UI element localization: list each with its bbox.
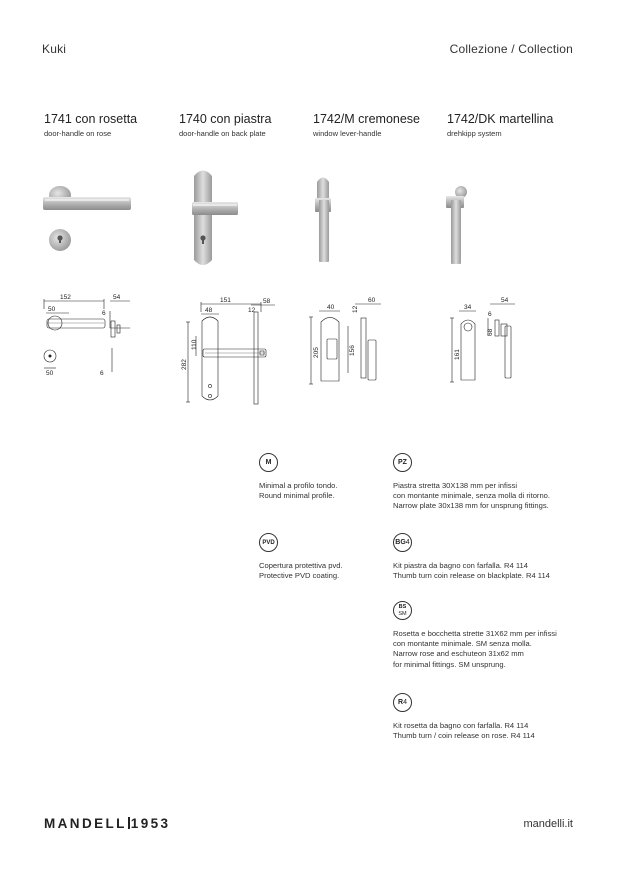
drawing-1742dk — [443, 296, 533, 386]
feature-text-it: con montante minimale. SM senza molla. — [393, 639, 532, 649]
feature-text-it: con montante minimale, senza molla di ritorno. — [393, 491, 551, 501]
dim-thickness-1: 6 — [102, 310, 106, 317]
drawing-1742m — [306, 296, 396, 388]
badge-narrow-rose-icon: BS SM — [393, 601, 412, 620]
dim-depth: 54 — [113, 294, 121, 301]
product-subtitle: door-handle on back plate — [179, 129, 266, 138]
feature-text-it: Kit piastra da bagno con farfalla. R4 114 — [393, 561, 528, 570]
dim-plate: 48 — [205, 307, 213, 314]
dim-height: 161 — [454, 349, 461, 360]
product-subtitle: window lever-handle — [313, 129, 382, 138]
feature-text-en: Narrow rose and eschuteon 31x62 mm — [393, 649, 524, 659]
dim-rose: 50 — [46, 370, 54, 377]
dim-center: 68 — [487, 328, 494, 336]
dim-depth: 58 — [263, 298, 271, 305]
feature-text-it: Copertura protettiva pvd. — [259, 561, 343, 570]
product-title: 1741 con rosetta — [44, 112, 138, 126]
dim-thickness: 12 — [352, 305, 359, 313]
product-title: 1740 con piastra — [179, 112, 272, 126]
dim-depth: 54 — [501, 297, 509, 304]
feature-text-it: Minimal a profilo tondo. — [259, 481, 338, 490]
badge-bathroom-plate-icon: BG 4 — [393, 533, 412, 552]
dim-width: 151 — [220, 297, 231, 304]
product-title: 1742/M cremonese — [313, 112, 421, 126]
product-1742dk — [447, 112, 553, 138]
dim-thickness: 6 — [488, 311, 492, 318]
product-subtitle: drehkipp system — [447, 129, 502, 138]
feature-text-en: for minimal fittings. SM unsprung. — [393, 659, 506, 669]
feature-bathroom-plate — [393, 561, 550, 581]
collection-name: Kuki — [42, 42, 67, 56]
feature-narrow-plate — [393, 481, 550, 512]
badge-minimal-icon: M — [259, 453, 278, 472]
dim-height: 205 — [313, 347, 320, 358]
product-1741 — [44, 112, 137, 138]
feature-text-it: Piastra stretta 30X138 mm per infissi — [393, 481, 518, 490]
feature-text-en: Thumb turn / coin release on rose. R4 114 — [393, 731, 535, 741]
dim-height: 50 — [48, 306, 56, 313]
product-1740 — [179, 112, 271, 138]
page-section-title: Collezione / Collection — [449, 42, 573, 56]
website-link[interactable]: mandelli.it — [523, 818, 573, 830]
feature-text-en: Round minimal profile. — [259, 491, 335, 501]
drawing-1740 — [175, 296, 285, 411]
feature-text-en: Protective PVD coating. — [259, 571, 340, 581]
feature-text-it: Rosetta e bocchetta strette 31X62 mm per infissi — [393, 629, 557, 638]
dim-center: 156 — [349, 345, 356, 356]
dim-width: 152 — [60, 294, 71, 301]
handle-on-rose-photo — [30, 175, 140, 260]
dim-width: 34 — [464, 304, 472, 311]
product-1742m — [313, 112, 420, 138]
feature-text-en: Thumb turn coin release on blackplate. R4 114 — [393, 571, 550, 581]
feature-text-en: Narrow plate 30x138 mm for unsprung fittings. — [393, 501, 549, 511]
dim-thickness: 12 — [248, 307, 256, 314]
tilt-turn-handle-photo — [438, 178, 483, 268]
feature-bathroom-rose — [393, 721, 535, 741]
dim-center: 110 — [191, 339, 198, 350]
badge-bathroom-rose-icon: R 4 — [393, 693, 412, 712]
badge-pvd-icon: PVD — [259, 533, 278, 552]
badge-narrow-plate-icon: PZ — [393, 453, 412, 472]
dim-width: 40 — [327, 304, 335, 311]
drawing-1741 — [38, 292, 138, 382]
window-handle-photo — [305, 170, 350, 265]
feature-narrow-rose — [393, 629, 557, 670]
product-subtitle: door-handle on rose — [44, 129, 112, 138]
feature-text-it: Kit rosetta da bagno con farfalla. R4 114 — [393, 721, 529, 730]
product-title: 1742/DK martellina — [447, 112, 554, 126]
feature-minimal — [259, 481, 338, 501]
dim-thickness-2: 6 — [100, 370, 104, 377]
dim-depth: 60 — [368, 297, 376, 304]
feature-pvd — [259, 561, 343, 581]
brand-logo: MANDELL 1953 — [44, 816, 171, 831]
handle-on-plate-photo — [180, 160, 240, 275]
dim-height: 282 — [181, 359, 188, 370]
